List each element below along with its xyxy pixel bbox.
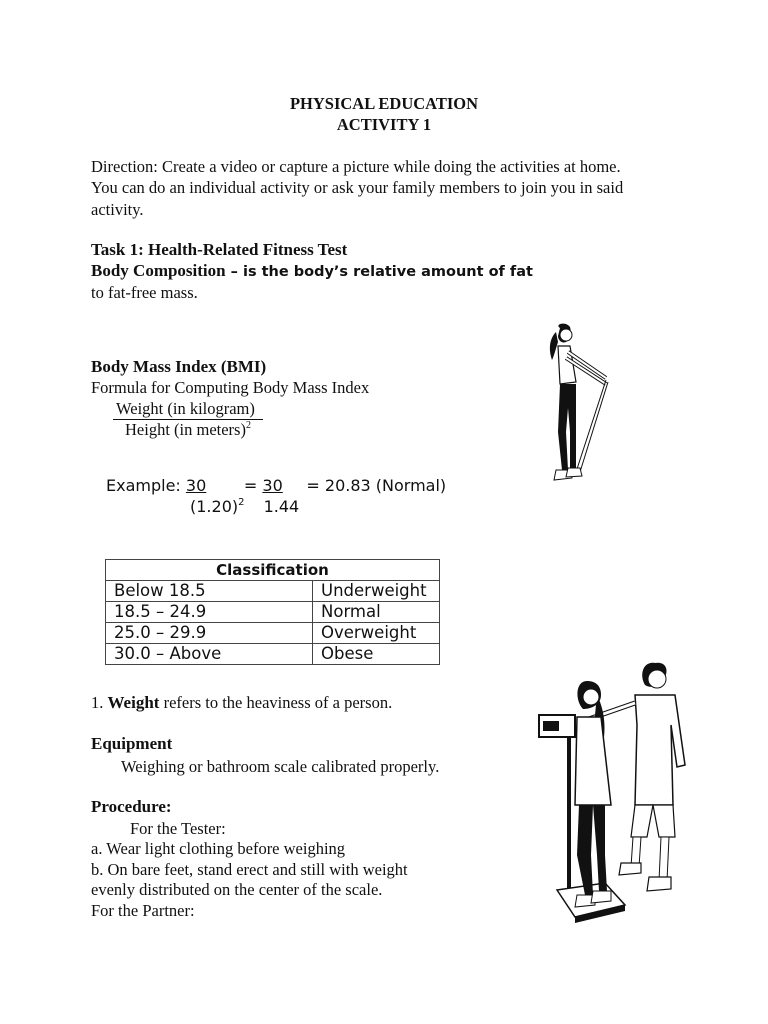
bmi-formula-denominator [125,420,251,440]
label-cell: Overweight [313,623,440,644]
equipment-heading: Equipment [91,734,173,753]
bmi-formula-label: Formula for Computing Body Mass Index [91,378,370,397]
body-composition-line [91,261,533,281]
example-line-2 [190,497,299,516]
page-title: PHYSICAL EDUCATION [289,94,479,113]
table-row [106,644,440,665]
weight-line [91,693,392,713]
direction-line-2: You can do an individual activity or ask your family members to join you in said [91,178,624,197]
procedure-heading: Procedure: [91,797,172,816]
weighing-scale-illustration [535,655,700,930]
example-num1: 30 [185,476,207,495]
label-cell: Underweight [313,581,440,602]
table-row [106,623,440,644]
table-header-row [106,560,440,581]
body-composition-term: Body Composition [91,261,226,280]
range-cell: 30.0 – Above [106,644,313,665]
girl-resistance-band-illustration [536,322,616,484]
direction-line-3: activity. [91,200,144,219]
procedure-step-a: a. Wear light clothing before weighing [91,839,346,858]
range-cell: 18.5 – 24.9 [106,602,313,623]
equipment-text: Weighing or bathroom scale calibrated properly. [121,757,440,776]
label-cell: Normal [313,602,440,623]
direction-line-1: Direction: Create a video or capture a picture while doing the activities at home. [91,157,621,176]
weight-definition: refers to the heaviness of a person. [159,693,393,712]
example-den2: 1.44 [263,497,300,516]
range-cell: Below 18.5 [106,581,313,602]
body-composition-definition: – is the body’s relative amount of fat [225,264,533,280]
example-label: Example: [106,476,181,495]
classification-header: Classification [106,560,440,581]
denominator-exponent: 2 [245,420,251,431]
weight-term: Weight [107,693,160,712]
denominator-text: Height (in meters) [125,420,246,439]
example-den1: (1.20) [190,497,239,516]
example-result: = 20.83 (Normal) [306,476,447,495]
example-line-1 [106,476,446,495]
task1-heading: Task 1: Health-Related Fitness Test [91,240,348,259]
range-cell: 25.0 – 29.9 [106,623,313,644]
body-composition-definition-2: to fat-free mass. [91,283,198,302]
bmi-heading: Body Mass Index (BMI) [91,357,267,376]
procedure-step-b2: evenly distributed on the center of the scale. [91,880,383,899]
weight-number: 1. [91,693,104,712]
bmi-formula-numerator: Weight (in kilogram) [116,399,255,418]
page-subtitle: ACTIVITY 1 [336,115,432,134]
example-den1-exp: 2 [238,497,245,508]
procedure-tester: For the Tester: [130,819,226,838]
table-row [106,602,440,623]
example-num2: 30 [262,476,283,495]
procedure-partner: For the Partner: [91,901,195,920]
classification-table [105,559,440,665]
table-row [106,581,440,602]
label-cell: Obese [313,644,440,665]
example-eq1: = [243,476,258,495]
procedure-step-b1: b. On bare feet, stand erect and still with weight [91,860,408,879]
